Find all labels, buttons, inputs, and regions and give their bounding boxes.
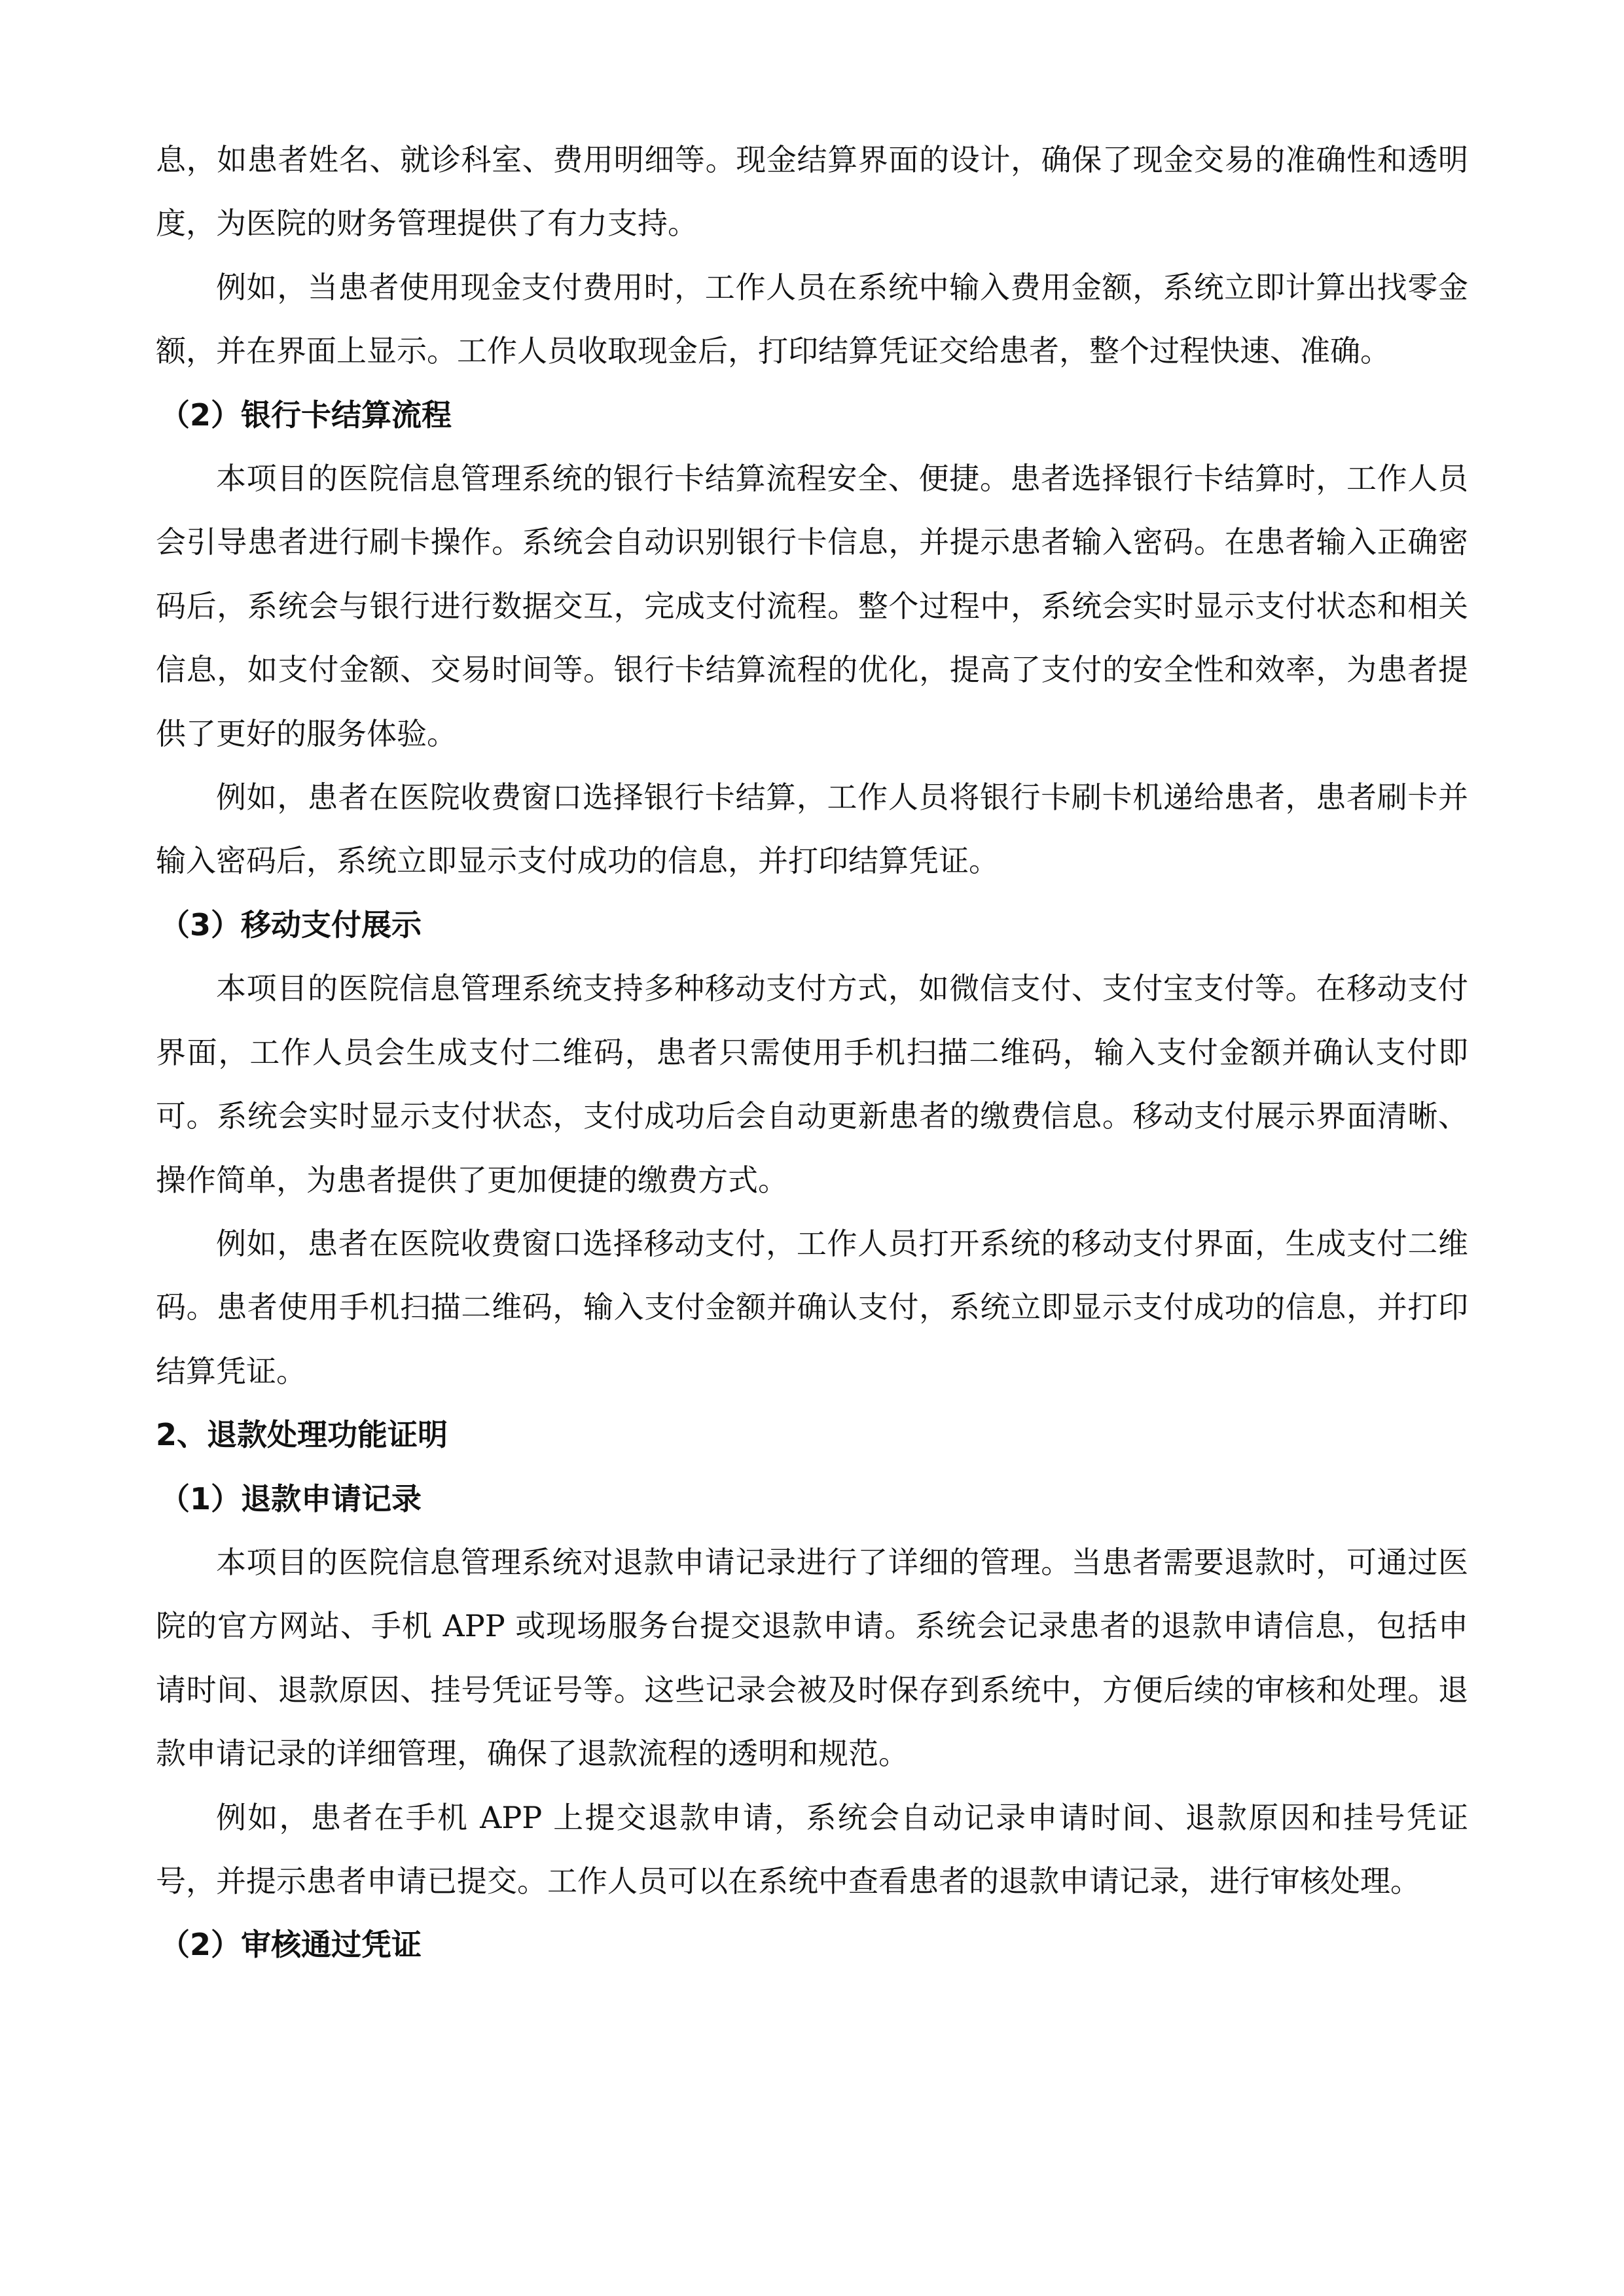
paragraph-bank-card-description: 本项目的医院信息管理系统的银行卡结算流程安全、便捷。患者选择银行卡结算时，工作人员会引导患者进行刷卡操作。系统会自动识别银行卡信息，并提示患者输入密码。在患者输入正确密码后，系统会与银行进行数据交互，完成支付流程。整个过程中，系统会实时显示支付状态和相关信息，如支付金额、交易时间等。银行卡结算流程的优化，提高了支付的安全性和效率，为患者提供了更好的服务体验。 <box>156 461 1468 751</box>
paragraph-bank-card-example: 例如，患者在医院收费窗口选择银行卡结算，工作人员将银行卡刷卡机递给患者，患者刷卡并输入密码后，系统立即显示支付成功的信息，并打印结算凭证。 <box>156 780 1468 879</box>
paragraph-mobile-payment-example: 例如，患者在医院收费窗口选择移动支付，工作人员打开系统的移动支付界面，生成支付二维码。患者使用手机扫描二维码，输入支付金额并确认支付，系统立即显示支付成功的信息，并打印结算凭证。 <box>156 1225 1468 1389</box>
paragraph-mobile-payment-description: 本项目的医院信息管理系统支持多种移动支付方式，如微信支付、支付宝支付等。在移动支付界面，工作人员会生成支付二维码，患者只需使用手机扫描二维码，输入支付金额并确认支付即可。系统会实时显示支付状态，支付成功后会自动更新患者的缴费信息。移动支付展示界面清晰、操作简单，为患者提供了更加便捷的缴费方式。 <box>156 971 1468 1198</box>
heading-refund-processing: 2、退款处理功能证明 <box>156 1417 448 1453</box>
paragraph-cash-example: 例如，当患者使用现金支付费用时，工作人员在系统中输入费用金额，系统立即计算出找零金额，并在界面上显示。工作人员收取现金后，打印结算凭证交给患者，整个过程快速、准确。 <box>156 269 1468 369</box>
paragraph-refund-application-description: 本项目的医院信息管理系统对退款申请记录进行了详细的管理。当患者需要退款时，可通过医院的官方网站、手机 APP 或现场服务台提交退款申请。系统会记录患者的退款申请信息，包括申请时间、退款原因、挂号凭证号等。这些记录会被及时保存到系统中，方便后续的审核和处理。退款申请记录的详细管理，确保了退款流程的透明和规范。 <box>156 1544 1468 1772</box>
document-page <box>156 128 1468 1977</box>
heading-approval-voucher: （2）审核通过凭证 <box>160 1927 422 1963</box>
paragraph-cash-settlement-continued: 息，如患者姓名、就诊科室、费用明细等。现金结算界面的设计，确保了现金交易的准确性和透明度，为医院的财务管理提供了有力支持。 <box>156 142 1468 242</box>
heading-mobile-payment: （3）移动支付展示 <box>160 906 422 942</box>
paragraph-refund-application-example: 例如，患者在手机 APP 上提交退款申请，系统会自动记录申请时间、退款原因和挂号凭证号，并提示患者申请已提交。工作人员可以在系统中查看患者的退款申请记录，进行审核处理。 <box>156 1799 1468 1899</box>
heading-bank-card-settlement: （2）银行卡结算流程 <box>160 397 452 433</box>
heading-refund-application-record: （1）退款申请记录 <box>160 1480 422 1516</box>
